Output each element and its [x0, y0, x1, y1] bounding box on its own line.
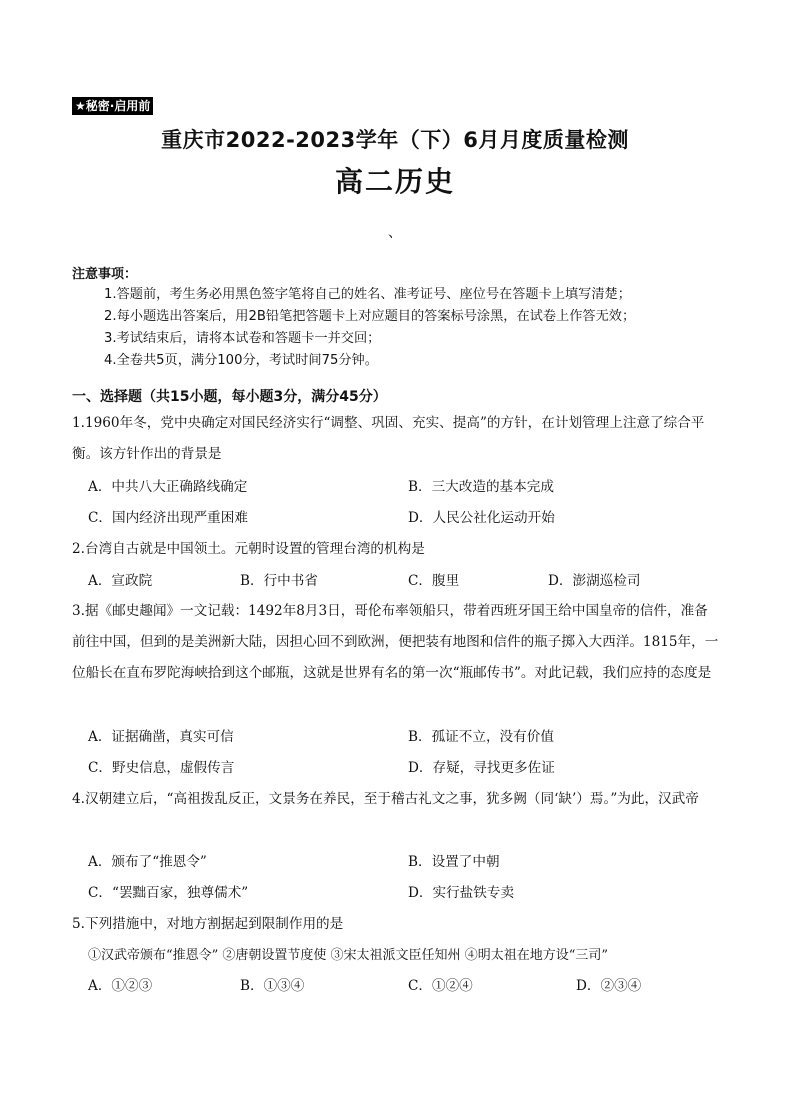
question-3-option-a: A．证据确凿，真实可信 [88, 729, 234, 745]
exam-title: 重庆市2022-2023学年（下）6月月度质量检测 [161, 128, 629, 152]
section-heading: 一、选择题（共15小题，每小题3分，满分45分） [72, 389, 387, 405]
question-3-option-d: D．存疑，寻找更多佐证 [408, 760, 555, 776]
notice-item: 1.答题前，考生务必用黑色签字笔将自己的姓名、准考证号、座位号在答题卡上填写清楚； [104, 287, 631, 302]
question-5-option-b: B．①③④ [240, 978, 305, 994]
question-4-option-d: D．实行盐铁专卖 [408, 885, 515, 901]
confidential-label: ★秘密·启用前 [72, 97, 153, 115]
question-4-option-b: B．设置了中朝 [408, 854, 500, 870]
notice-list [104, 284, 635, 372]
question-2-option-d: D．澎湖巡检司 [548, 573, 641, 589]
question-2-option-a: A．宣政院 [88, 573, 153, 589]
question-1-option-a: A．中共八大正确路线确定 [88, 479, 248, 495]
question-4-option-c: C．“罢黜百家，独尊儒术” [88, 885, 249, 901]
notice-item: 3.考试结束后，请将本试卷和答题卡一并交回； [104, 331, 381, 346]
question-5-option-d: D．②③④ [576, 978, 642, 994]
question-1-option-c: C．国内经济出现严重困难 [88, 510, 248, 526]
question-3-stem: 3.据《邮史趣闻》一文记载：1492年8月3日，哥伦布率领船只，带着西班牙国王给中国皇帝的信件，准备前往中国，但到的是美洲新大陆，因担心回不到欧洲，便把装有地图和信件的瓶子掷入大西洋。1815年，一位船长在直布罗陀海峡拾到这个邮瓶，这就是世界有名的第一次“瓶邮传书”。对此记载，我们应持的态度是 [72, 603, 719, 681]
notice-heading: 注意事项： [72, 267, 138, 282]
question-5-items: ①汉武帝颁布“推恩令” ②唐朝设置节度使 ③宋太祖派文臣任知州 ④明太祖在地方设“三司” [88, 948, 608, 963]
question-5-stem: 5.下列措施中，对地方割据起到限制作用的是 [72, 916, 344, 932]
question-2-option-c: C．腹里 [408, 573, 460, 589]
notice-item: 4.全卷共5页，满分100分，考试时间75分钟。 [104, 353, 378, 368]
question-3-option-c: C．野史信息，虚假传言 [88, 760, 235, 776]
notice-item: 2.每小题选出答案后，用2B铅笔把答题卡上对应题目的答案标号涂黑，在试卷上作答无效； [104, 309, 636, 324]
question-1-option-b: B．三大改造的基本完成 [408, 479, 554, 495]
question-2-option-b: B．行中书省 [240, 573, 318, 589]
stray-mark: 、 [388, 225, 402, 241]
question-5-option-c: C．①②④ [408, 978, 473, 994]
question-4-option-a: A．颁布了“推恩令” [88, 854, 207, 870]
question-3-option-b: B．孤证不立，没有价值 [408, 729, 554, 745]
question-5-option-a: A．①②③ [88, 978, 153, 994]
question-4-stem: 4.汉朝建立后，“高祖拨乱反正，文景务在养民，至于稽古礼文之事，犹多阙（同‘缺’）焉。”为此，汉武帝 [72, 791, 699, 807]
question-2-stem: 2.台湾自古就是中国领土。元朝时设置的管理台湾的机构是 [72, 541, 425, 557]
question-1-stem: 1.1960年冬，党中央确定对国民经济实行“调整、巩固、充实、提高”的方针，在计划管理上注意了综合平衡。该方针作出的背景是 [72, 415, 705, 462]
subject-title: 高二历史 [334, 165, 455, 198]
question-1-option-d: D．人民公社化运动开始 [408, 510, 555, 526]
